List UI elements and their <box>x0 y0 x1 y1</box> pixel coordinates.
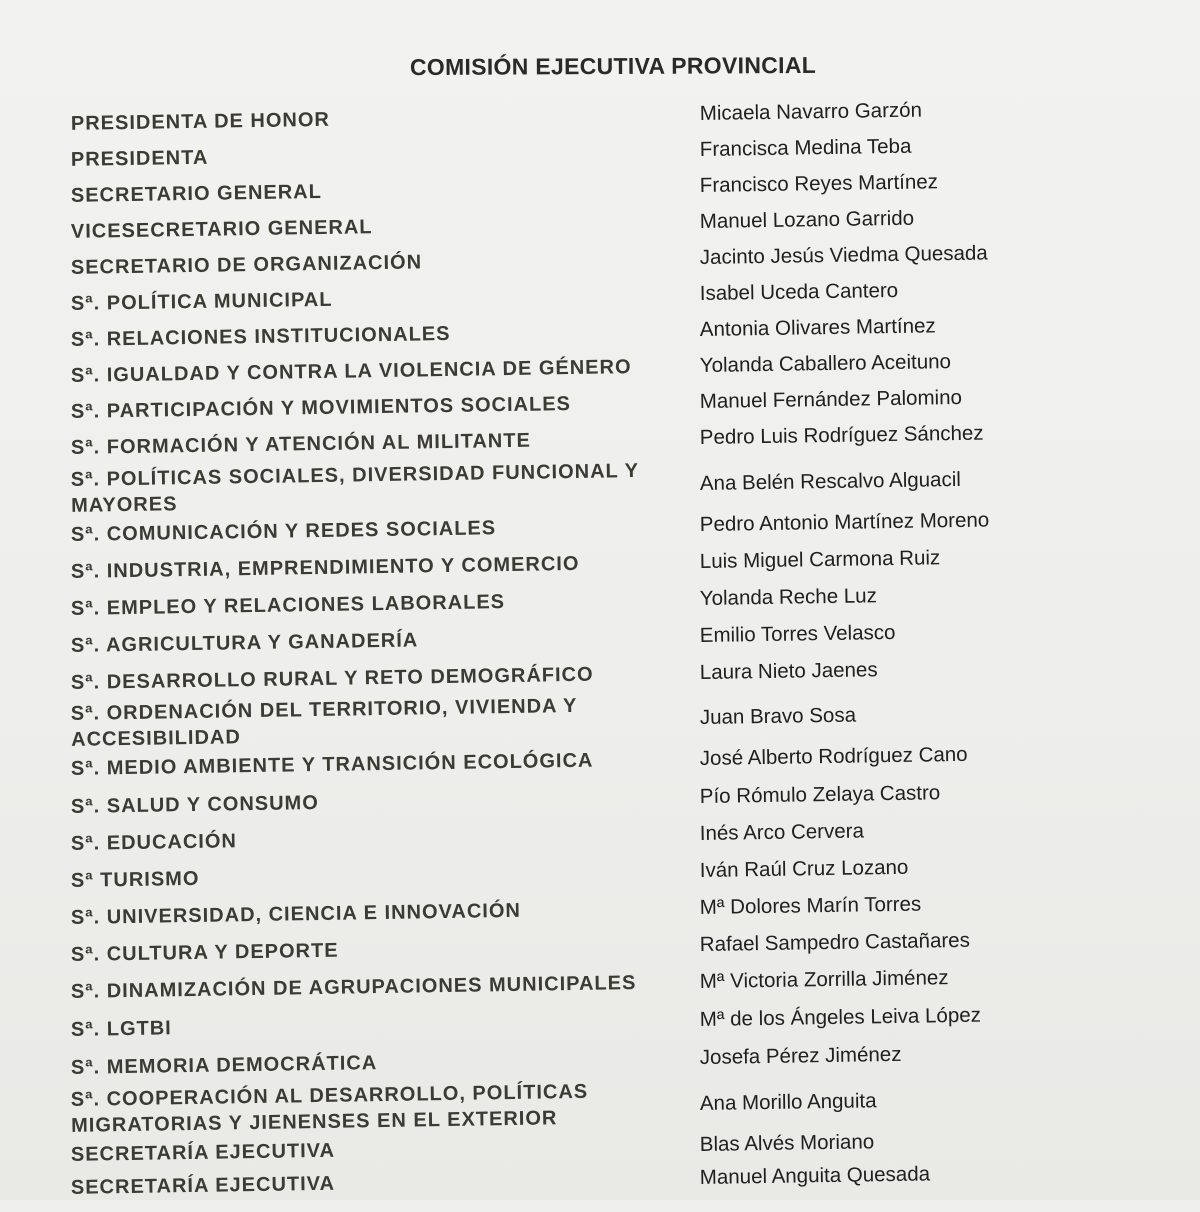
position-label: PRESIDENTA <box>70 146 209 171</box>
position-label: VICESECRETARIO GENERAL <box>70 216 373 243</box>
position-label: Sª. ORDENACIÓN DEL TERRITORIO, VIVIENDA Y ACCESIBILIDAD <box>70 694 578 751</box>
member-name: Inés Arco Cervera <box>699 819 865 846</box>
position-label: Sª. MEDIO AMBIENTE Y TRANSICIÓN ECOLÓGICA <box>70 749 594 780</box>
position-label: Sª. DESARROLLO RURAL Y RETO DEMOGRÁFICO <box>70 663 594 694</box>
member-name: Rafael Sampedro Castañares <box>699 928 971 957</box>
position-label: SECRETARÍA EJECUTIVA <box>70 1139 336 1166</box>
member-name: Yolanda Caballero Aceituno <box>699 350 952 378</box>
position-label: Sª. FORMACIÓN Y ATENCIÓN AL MILITANTE <box>70 429 531 459</box>
position-label: Sª. PARTICIPACIÓN Y MOVIMIENTOS SOCIALES <box>70 393 572 423</box>
member-name: Pedro Luis Rodríguez Sánchez <box>699 421 984 450</box>
member-name: Antonia Olivares Martínez <box>699 314 936 342</box>
position-label: SECRETARÍA EJECUTIVA <box>70 1172 336 1199</box>
position-label: Sª. POLÍTICA MUNICIPAL <box>70 288 333 315</box>
member-name: Manuel Anguita Quesada <box>699 1162 931 1190</box>
member-name: Pedro Antonio Martínez Moreno <box>699 508 990 537</box>
member-name: Laura Nieto Jaenes <box>699 658 878 685</box>
position-label: Sª. INDUSTRIA, EMPRENDIMIENTO Y COMERCIO <box>70 552 580 583</box>
member-name: Jacinto Jesús Viedma Quesada <box>699 241 988 270</box>
document-title: COMISIÓN EJECUTIVA PROVINCIAL <box>409 51 817 81</box>
member-name: Mª Dolores Marín Torres <box>699 892 922 920</box>
position-label: Sª. LGTBI <box>70 1017 172 1041</box>
member-name: Francisca Medina Teba <box>699 134 912 162</box>
member-name: Luis Miguel Carmona Ruiz <box>699 546 941 574</box>
position-label: Sª. UNIVERSIDAD, CIENCIA E INNOVACIÓN <box>70 899 522 929</box>
position-label: Sª. AGRICULTURA Y GANADERÍA <box>70 629 419 657</box>
member-name: Francisco Reyes Martínez <box>699 170 939 198</box>
position-label: Sª. DINAMIZACIÓN DE AGRUPACIONES MUNICIPALES <box>70 972 637 1003</box>
member-name: Yolanda Reche Luz <box>699 584 878 611</box>
member-name: Manuel Lozano Garrido <box>699 206 915 234</box>
member-name: Emilio Torres Velasco <box>699 620 896 648</box>
member-name: Pío Rómulo Zelaya Castro <box>699 781 941 809</box>
position-label: Sª. EMPLEO Y RELACIONES LABORALES <box>70 591 506 620</box>
position-label: Sª TURISMO <box>70 867 200 892</box>
position-label: Sª. EDUCACIÓN <box>70 830 238 855</box>
position-label: Sª. COMUNICACIÓN Y REDES SOCIALES <box>70 517 497 546</box>
member-name: José Alberto Rodríguez Cano <box>699 742 968 771</box>
position-label: Sª. IGUALDAD Y CONTRA LA VIOLENCIA DE GÉNERO <box>70 356 632 387</box>
member-name: Ana Belén Rescalvo Alguacil <box>699 467 962 496</box>
position-label: Sª. CULTURA Y DEPORTE <box>70 939 339 966</box>
member-name: Mª Victoria Zorrilla Jiménez <box>699 966 949 994</box>
member-name: Isabel Uceda Cantero <box>699 278 899 306</box>
member-name: Josefa Pérez Jiménez <box>699 1042 902 1070</box>
member-name: Manuel Fernández Palomino <box>699 385 963 414</box>
position-label: PRESIDENTA DE HONOR <box>70 108 331 135</box>
member-name: Juan Bravo Sosa <box>699 703 857 730</box>
position-label: Sª. RELACIONES INSTITUCIONALES <box>70 322 451 351</box>
position-label: Sª. SALUD Y CONSUMO <box>70 791 319 818</box>
member-name: Mª de los Ángeles Leiva López <box>699 1003 982 1032</box>
position-label: Sª. COOPERACIÓN AL DESARROLLO, POLÍTICAS MIGRATORIAS Y JIENENSES EN EL EXTERIOR <box>70 1080 589 1137</box>
position-label: Sª. MEMORIA DEMOCRÁTICA <box>70 1052 378 1079</box>
member-name: Micaela Navarro Garzón <box>699 98 923 126</box>
member-name: Blas Alvés Moriano <box>699 1130 875 1157</box>
member-name: Iván Raúl Cruz Lozano <box>699 855 909 883</box>
position-label: SECRETARIO DE ORGANIZACIÓN <box>70 251 423 279</box>
position-label: Sª. POLÍTICAS SOCIALES, DIVERSIDAD FUNCIONAL Y MAYORES <box>70 459 639 517</box>
member-name: Ana Morillo Anguita <box>699 1089 877 1116</box>
position-label: SECRETARIO GENERAL <box>70 180 323 207</box>
